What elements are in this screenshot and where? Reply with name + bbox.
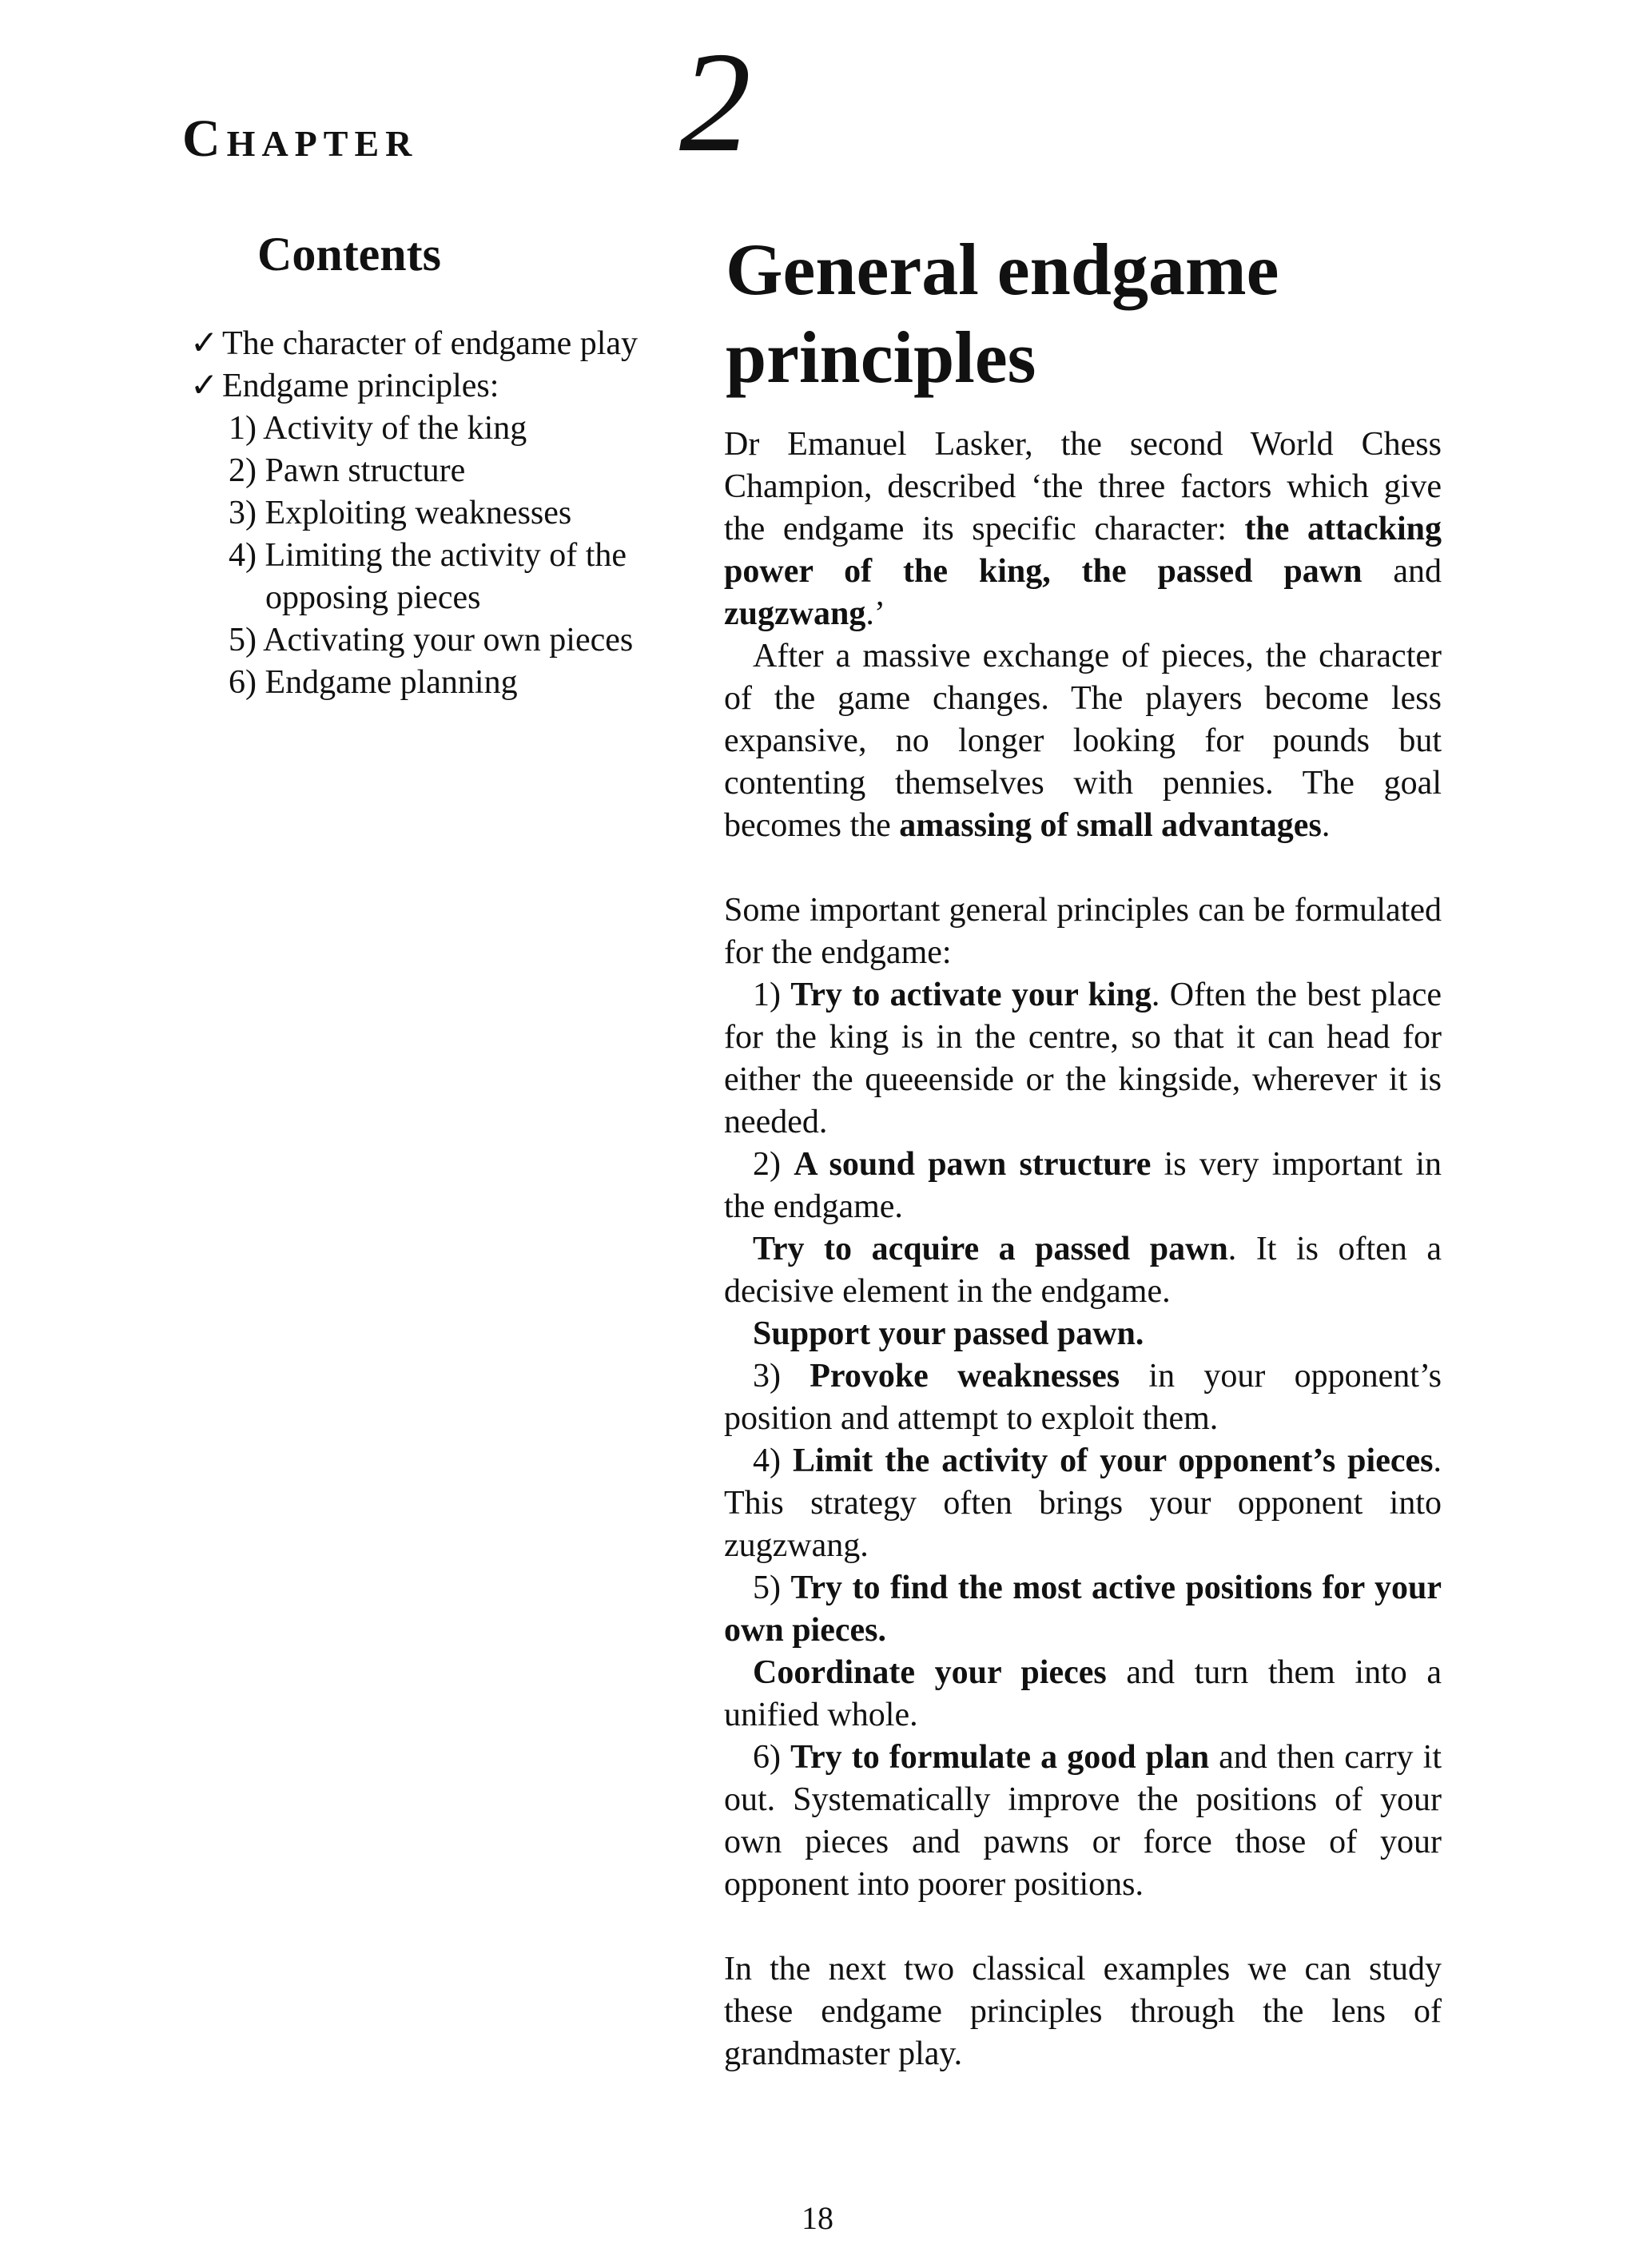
paragraph: In the next two classical examples we can study these endgame principles through the lens of grandmaster play. xyxy=(724,1951,1442,2072)
contents-item-label: The character of endgame play xyxy=(222,325,638,362)
paragraph: Dr Emanuel Lasker, the second World Chess Champion, described ‘the three factors which give the endgame its specific character: the attacking power of the king, the passed pawn and zugzwang.’ xyxy=(724,426,1442,632)
contents-subitem: 4) Limiting the activity of the opposing pieces xyxy=(229,537,627,616)
paragraph: 1) Try to activate your king. Often the best place for the king is in the centre, so that it can head for either the queeenside or the kingside, wherever it is needed. xyxy=(724,977,1442,1140)
contents-subitem: 6) Endgame planning xyxy=(229,664,518,701)
contents-item-label: Endgame principles: xyxy=(222,368,499,404)
contents-title: Contents xyxy=(257,228,442,281)
chapter-number: 2 xyxy=(679,22,751,181)
chapter-word: Chapter xyxy=(182,109,419,168)
contents-subitem: 3) Exploiting weaknesses xyxy=(229,495,572,531)
paragraph: 4) Limit the activity of your opponent’s pieces. This strategy often brings your opponent into zugzwang. xyxy=(724,1442,1442,1564)
paragraph: 5) Try to find the most active positions for your own pieces. xyxy=(724,1570,1442,1649)
paragraph: 6) Try to formulate a good plan and then carry it out. Systematically improve the positions of your own pieces and pawns or force those of your opponent into poorer positions. xyxy=(724,1739,1442,1903)
paragraph: Try to acquire a passed pawn. It is often a decisive element in the endgame. xyxy=(724,1231,1442,1310)
checkmark-icon: ✓ xyxy=(190,368,219,404)
contents-item xyxy=(190,323,686,365)
contents-subitem: 5) Activating your own pieces xyxy=(229,622,634,659)
contents-list xyxy=(190,323,686,704)
paragraph: After a massive exchange of pieces, the character of the game changes. The players become less expansive, no longer looking for pounds but contenting themselves with pennies. The goal becomes the amassing of small advantages. xyxy=(724,638,1442,844)
contents-item xyxy=(190,365,686,408)
paragraph: 2) A sound pawn structure is very important in the endgame. xyxy=(724,1146,1442,1225)
page-number: 18 xyxy=(802,2200,833,2236)
page-title: General endgame principles xyxy=(726,229,1279,398)
body-text xyxy=(724,424,1442,2075)
paragraph: Coordinate your pieces and turn them into a unified whole. xyxy=(724,1654,1442,1733)
contents-subitem: 2) Pawn structure xyxy=(229,452,466,489)
paragraph: Some important general principles can be formulated for the endgame: xyxy=(724,892,1442,971)
paragraph: Support your passed pawn. xyxy=(753,1315,1144,1352)
contents-subitem: 1) Activity of the king xyxy=(229,410,527,447)
checkmark-icon: ✓ xyxy=(190,325,219,362)
paragraph: 3) Provoke weaknesses in your opponent’s position and attempt to exploit them. xyxy=(724,1358,1442,1437)
